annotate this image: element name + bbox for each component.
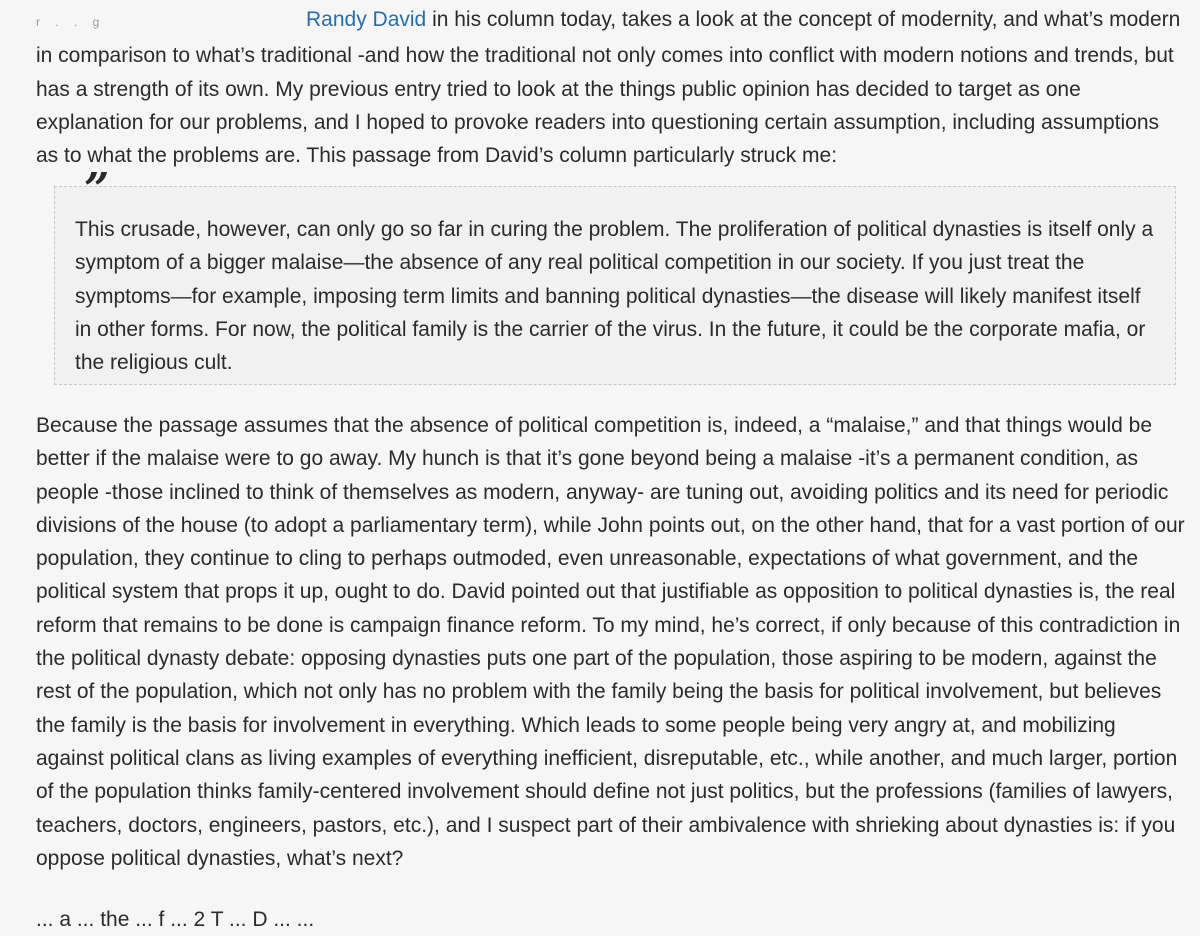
intro-cropped-text: r . . g xyxy=(36,15,106,29)
blockquote xyxy=(54,186,1176,385)
author-link[interactable]: Randy David xyxy=(306,8,427,31)
cutoff-line: ... a ... the ... f ... 2 T ... D ... ... xyxy=(36,908,315,931)
intro-paragraph xyxy=(36,3,1186,172)
intro-text: in his column today, takes a look at the concept of modernity, and what’s modern in comparison to what’s traditional -and how the traditional not only comes into conflict with modern notions and trends, but has a strength of its own. My previous entry tried to look at the things public opinion has decided to target as one explanation for our problems, and I hoped to provoke readers into questioning certain assumption, including assumptions as to what the problems are. This passage from David’s column particularly struck me: xyxy=(36,8,1181,168)
blockquote-text: This crusade, however, can only go so far in curing the problem. The proliferation of political dynasties is itself only a symptom of a bigger malaise—the absence of any real political competition in our society. If you just treat the symptoms—for example, imposing term limits and banning political dynasties—the disease will likely manifest itself in other forms. For now, the political family is the carrier of the virus. In the future, it could be the corporate mafia, or the religious cult. xyxy=(75,218,1154,375)
body-paragraph: Because the passage assumes that the absence of political competition is, indeed, a “malaise,” and that things would be better if the malaise were to go away. My hunch is that it’s gone beyond being a malaise -it’s a permanent condition, as people -those inclined to think of themselves as modern, anyway- are tuning out, avoiding politics and its need for periodic divisions of the house (to adopt a parliamentary term), while John points out, on the other hand, that for a vast portion of our population, they continue to cling to perhaps outmoded, even unreasonable, expectations of what government, and the political system that props it up, ought to do. David pointed out that justifiable as opposition to political dynasties is, the real reform that remains to be done is campaign finance reform. To my mind, he’s correct, if only because of this contradiction in the political dynasty debate: opposing dynasties puts one part of the population, those aspiring to be modern, against the rest of the population, which not only has no problem with the family being the basis for political involvement, but believes the family is the basis for involvement in everything. Which leads to some people being very angry at, and mobilizing against political clans as living examples of everything inefficient, disreputable, etc., while another, and much larger, portion of the population thinks family-centered involvement should define not just politics, but the professions (families of lawyers, teachers, doctors, engineers, pastors, etc.), and I suspect part of their ambivalence with shrieking about dynasties is: if you oppose political dynasties, what’s next? xyxy=(36,414,1185,870)
